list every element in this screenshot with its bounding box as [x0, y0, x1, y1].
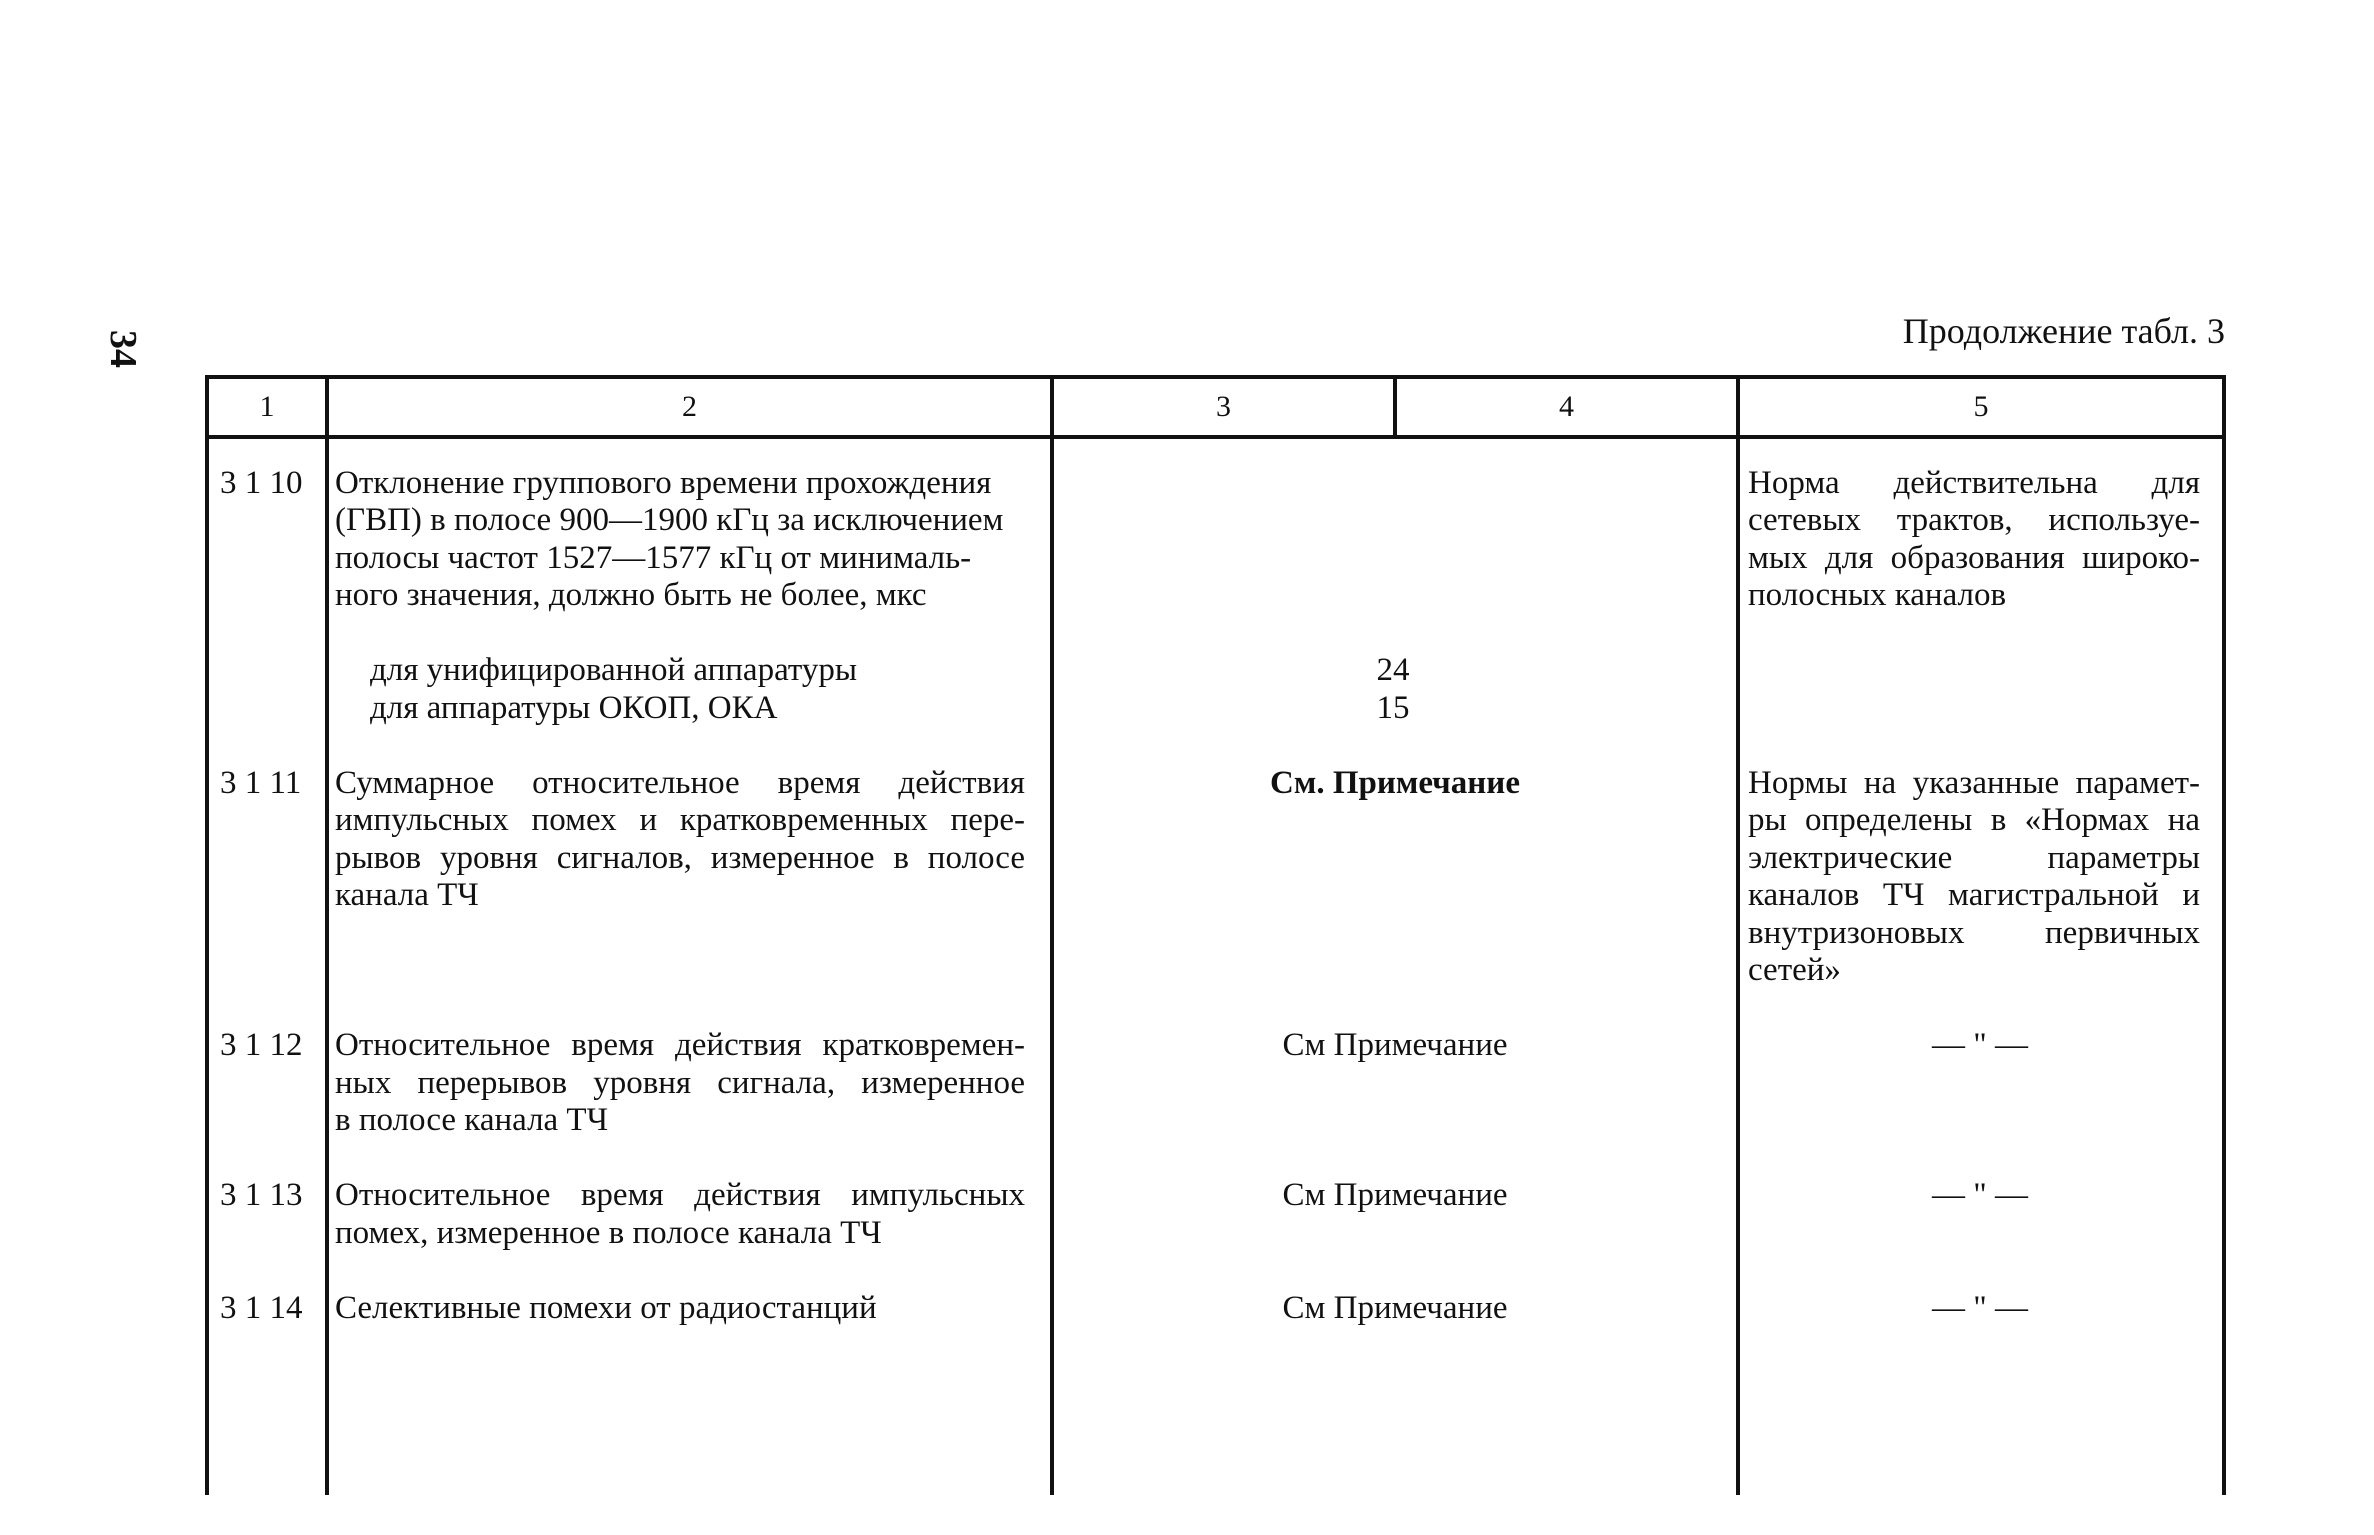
- row-description-line: помех, измеренное в полосе канала ТЧ: [335, 1215, 882, 1251]
- row-value: См Примечание: [1282, 1290, 1508, 1326]
- row-description-line: ных перерывов уровня сигнала, измеренное: [335, 1065, 1025, 1101]
- sub-item-value: 24: [1376, 652, 1410, 688]
- header-col-5: 5: [1973, 390, 1989, 423]
- header-col-1: 1: [259, 390, 275, 423]
- column-divider-2: [1050, 375, 1054, 1495]
- row-note-line: каналов ТЧ магистральной и: [1748, 877, 2200, 913]
- row-description-line: Селективные помехи от радиостанций: [335, 1290, 877, 1326]
- row-description-line: Отклонение группового времени прохождения: [335, 465, 992, 501]
- table-top-border: [205, 375, 2226, 379]
- row-note-ditto: — " —: [1932, 1290, 2028, 1326]
- row-id: 3 1 12: [220, 1027, 303, 1063]
- row-description-line: Относительное время действия импульсных: [335, 1177, 1025, 1213]
- row-description-line: рывов уровня сигналов, измеренное в полосе: [335, 840, 1025, 876]
- row-note-line: полосных каналов: [1748, 577, 2007, 613]
- row-description-line: канала ТЧ: [335, 877, 479, 913]
- column-divider-1: [325, 375, 329, 1495]
- row-description-line: (ГВП) в полосе 900—1900 кГц за исключением: [335, 502, 1004, 538]
- row-description-line: импульсных помех и кратковременных пере-: [335, 802, 1025, 838]
- table-right-border: [2222, 375, 2226, 1495]
- row-value: См. Примечание: [1270, 765, 1520, 801]
- row-note-line: сетей»: [1748, 952, 1841, 988]
- sub-item-value: 15: [1376, 690, 1410, 726]
- row-note-line: Нормы на указанные парамет-: [1748, 765, 2200, 801]
- header-bottom-border: [205, 435, 2226, 439]
- header-col-3: 3: [1216, 390, 1231, 423]
- row-note-line: сетевых трактов, используе-: [1748, 502, 2200, 538]
- row-note-line: ры определены в «Нормах на: [1748, 802, 2200, 838]
- row-id: 3 1 14: [220, 1290, 303, 1326]
- row-description-line: Относительное время действия кратковремен-: [335, 1027, 1025, 1063]
- row-note-ditto: — " —: [1932, 1177, 2028, 1213]
- header-col-2: 2: [682, 390, 697, 423]
- row-id: 3 1 10: [220, 465, 303, 501]
- row-note-ditto: — " —: [1932, 1027, 2028, 1063]
- row-note-line: Норма действительна для: [1748, 465, 2200, 501]
- row-value: См Примечание: [1282, 1027, 1508, 1063]
- table-left-border: [205, 375, 209, 1495]
- page-number: 34: [102, 330, 144, 368]
- row-description-line: полосы частот 1527—1577 кГц от минималь-: [335, 540, 972, 576]
- sub-item-label: для аппаратуры ОКОП, ОКА: [370, 690, 778, 726]
- row-note-line: мых для образования широко-: [1748, 540, 2200, 576]
- row-id: 3 1 11: [220, 765, 302, 801]
- row-description-line: в полосе канала ТЧ: [335, 1102, 609, 1138]
- sub-item-label: для унифицированной аппаратуры: [370, 652, 858, 688]
- row-value: См Примечание: [1282, 1177, 1508, 1213]
- row-note-line: внутризоновых первичных: [1748, 915, 2200, 951]
- header-col-4: 4: [1559, 390, 1574, 423]
- continuation-label: Продолжение табл. 3: [1902, 311, 2225, 351]
- row-description-line: ного значения, должно быть не более, мкс: [335, 577, 927, 613]
- row-description-line: Суммарное относительное время действия: [335, 765, 1025, 801]
- row-id: 3 1 13: [220, 1177, 303, 1213]
- row-note-line: электрические параметры: [1748, 840, 2200, 876]
- column-divider-4: [1736, 375, 1740, 1495]
